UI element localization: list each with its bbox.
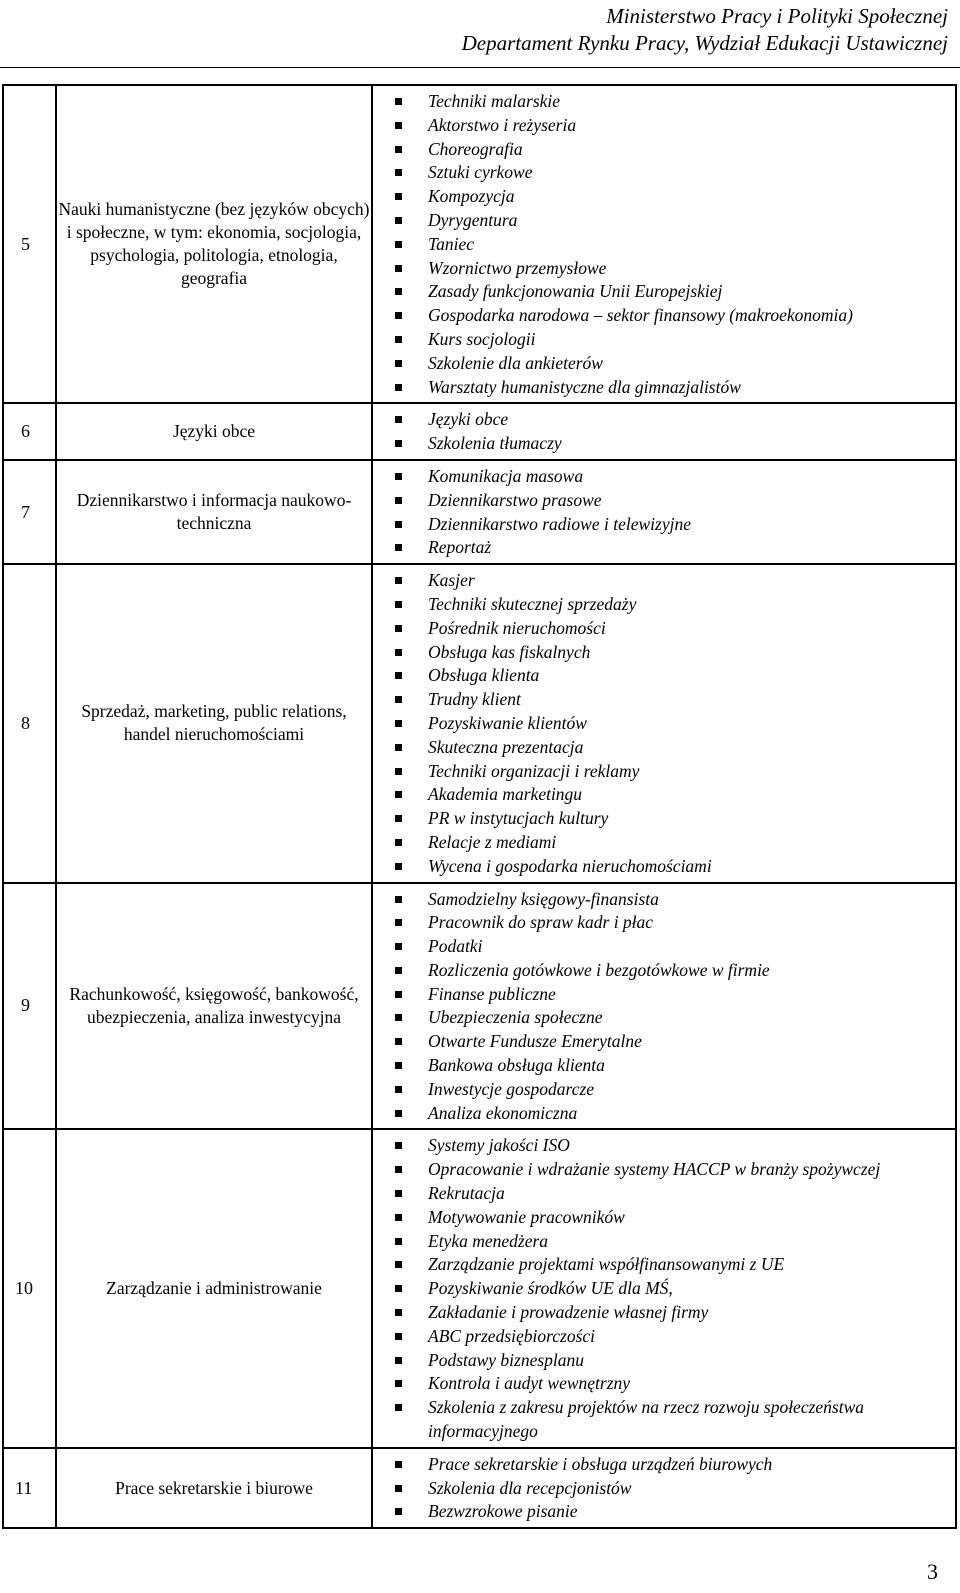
subject-area: Języki obce xyxy=(56,403,372,460)
list-item: Szkolenia z zakresu projektów na rzecz rozwoju społeczeństwa informacyjnego xyxy=(377,1396,951,1444)
list-item: Dziennikarstwo prasowe xyxy=(377,489,951,513)
list-item: Techniki malarskie xyxy=(377,90,951,114)
list-item: Finanse publiczne xyxy=(377,983,951,1007)
list-item: Inwestycje gospodarcze xyxy=(377,1078,951,1102)
course-list-cell xyxy=(372,85,956,403)
header-ministry: Ministerstwo Pracy i Polityki Społecznej xyxy=(606,4,948,28)
list-item: Otwarte Fundusze Emerytalne xyxy=(377,1030,951,1054)
course-list-cell xyxy=(372,1129,956,1447)
list-item: Dyrygentura xyxy=(377,209,951,233)
table-row xyxy=(3,1448,956,1528)
course-list xyxy=(377,90,951,399)
list-item: Relacje z mediami xyxy=(377,831,951,855)
list-item: Motywowanie pracowników xyxy=(377,1206,951,1230)
list-item: Obsługa klienta xyxy=(377,664,951,688)
list-item: Pozyskiwanie klientów xyxy=(377,712,951,736)
list-item: Dziennikarstwo radiowe i telewizyjne xyxy=(377,513,951,537)
list-item: Aktorstwo i reżyseria xyxy=(377,114,951,138)
header-department: Departament Rynku Pracy, Wydział Edukacji Ustawicznej xyxy=(461,31,948,55)
subject-area: Sprzedaż, marketing, public relations, handel nieruchomościami xyxy=(56,564,372,882)
list-item: Ubezpieczenia społeczne xyxy=(377,1006,951,1030)
course-list-cell xyxy=(372,1448,956,1528)
list-item: Analiza ekonomiczna xyxy=(377,1102,951,1126)
subject-area: Zarządzanie i administrowanie xyxy=(56,1129,372,1447)
list-item: Szkolenia tłumaczy xyxy=(377,432,951,456)
page-number: 3 xyxy=(927,1559,938,1584)
list-item: Skuteczna prezentacja xyxy=(377,736,951,760)
course-list-cell xyxy=(372,403,956,460)
table-row xyxy=(3,403,956,460)
course-list-cell xyxy=(372,564,956,882)
list-item: Zasady funkcjonowania Unii Europejskiej xyxy=(377,280,951,304)
subject-area: Rachunkowość, księgowość, bankowość, ubezpieczenia, analiza inwestycyjna xyxy=(56,883,372,1130)
row-number: 8 xyxy=(3,564,56,882)
table-row xyxy=(3,85,956,403)
list-item: PR w instytucjach kultury xyxy=(377,807,951,831)
list-item: Bankowa obsługa klienta xyxy=(377,1054,951,1078)
list-item: Pośrednik nieruchomości xyxy=(377,617,951,641)
subject-area: Prace sekretarskie i biurowe xyxy=(56,1448,372,1528)
list-item: Zakładanie i prowadzenie własnej firmy xyxy=(377,1301,951,1325)
list-item: Pracownik do spraw kadr i płac xyxy=(377,911,951,935)
list-item: Rozliczenia gotówkowe i bezgotówkowe w firmie xyxy=(377,959,951,983)
list-item: Wycena i gospodarka nieruchomościami xyxy=(377,855,951,879)
table-row xyxy=(3,1129,956,1447)
course-list-cell xyxy=(372,883,956,1130)
list-item: Warsztaty humanistyczne dla gimnazjalistów xyxy=(377,376,951,400)
list-item: Samodzielny księgowy-finansista xyxy=(377,888,951,912)
list-item: Choreografia xyxy=(377,138,951,162)
list-item: ABC przedsiębiorczości xyxy=(377,1325,951,1349)
list-item: Szkolenia dla recepcjonistów xyxy=(377,1477,951,1501)
course-list-cell xyxy=(372,460,956,564)
list-item: Pozyskiwanie środków UE dla MŚ, xyxy=(377,1277,951,1301)
list-item: Prace sekretarskie i obsługa urządzeń biurowych xyxy=(377,1453,951,1477)
row-number: 5 xyxy=(3,85,56,403)
list-item: Taniec xyxy=(377,233,951,257)
list-item: Podatki xyxy=(377,935,951,959)
course-list xyxy=(377,888,951,1126)
list-item: Etyka menedżera xyxy=(377,1230,951,1254)
row-number: 10 xyxy=(3,1129,56,1447)
subject-area: Dziennikarstwo i informacja naukowo-techniczna xyxy=(56,460,372,564)
list-item: Techniki skutecznej sprzedaży xyxy=(377,593,951,617)
course-list xyxy=(377,1453,951,1524)
list-item: Opracowanie i wdrażanie systemy HACCP w branży spożywczej xyxy=(377,1158,951,1182)
row-number: 7 xyxy=(3,460,56,564)
list-item: Systemy jakości ISO xyxy=(377,1134,951,1158)
row-number: 9 xyxy=(3,883,56,1130)
list-item: Kurs socjologii xyxy=(377,328,951,352)
table-row xyxy=(3,564,956,882)
list-item: Szkolenie dla ankieterów xyxy=(377,352,951,376)
course-list xyxy=(377,408,951,456)
list-item: Kontrola i audyt wewnętrzny xyxy=(377,1372,951,1396)
list-item: Techniki organizacji i reklamy xyxy=(377,760,951,784)
list-item: Rekrutacja xyxy=(377,1182,951,1206)
list-item: Kompozycja xyxy=(377,185,951,209)
list-item: Wzornictwo przemysłowe xyxy=(377,257,951,281)
list-item: Języki obce xyxy=(377,408,951,432)
list-item: Obsługa kas fiskalnych xyxy=(377,641,951,665)
list-item: Akademia marketingu xyxy=(377,783,951,807)
list-item: Trudny klient xyxy=(377,688,951,712)
subject-area: Nauki humanistyczne (bez języków obcych) i społeczne, w tym: ekonomia, socjologia, psychologia, politologia, etnologia, geografia xyxy=(56,85,372,403)
list-item: Kasjer xyxy=(377,569,951,593)
list-item: Bezwzrokowe pisanie xyxy=(377,1500,951,1524)
training-table xyxy=(2,84,957,1529)
list-item: Komunikacja masowa xyxy=(377,465,951,489)
list-item: Zarządzanie projektami współfinansowanymi z UE xyxy=(377,1253,951,1277)
list-item: Gospodarka narodowa – sektor finansowy (makroekonomia) xyxy=(377,304,951,328)
row-number: 6 xyxy=(3,403,56,460)
course-list xyxy=(377,1134,951,1443)
table-row xyxy=(3,883,956,1130)
list-item: Podstawy biznesplanu xyxy=(377,1349,951,1373)
course-list xyxy=(377,569,951,878)
header-rule xyxy=(0,67,960,68)
table-row xyxy=(3,460,956,564)
row-number: 11 xyxy=(3,1448,56,1528)
list-item: Reportaż xyxy=(377,536,951,560)
course-list xyxy=(377,465,951,560)
list-item: Sztuki cyrkowe xyxy=(377,161,951,185)
